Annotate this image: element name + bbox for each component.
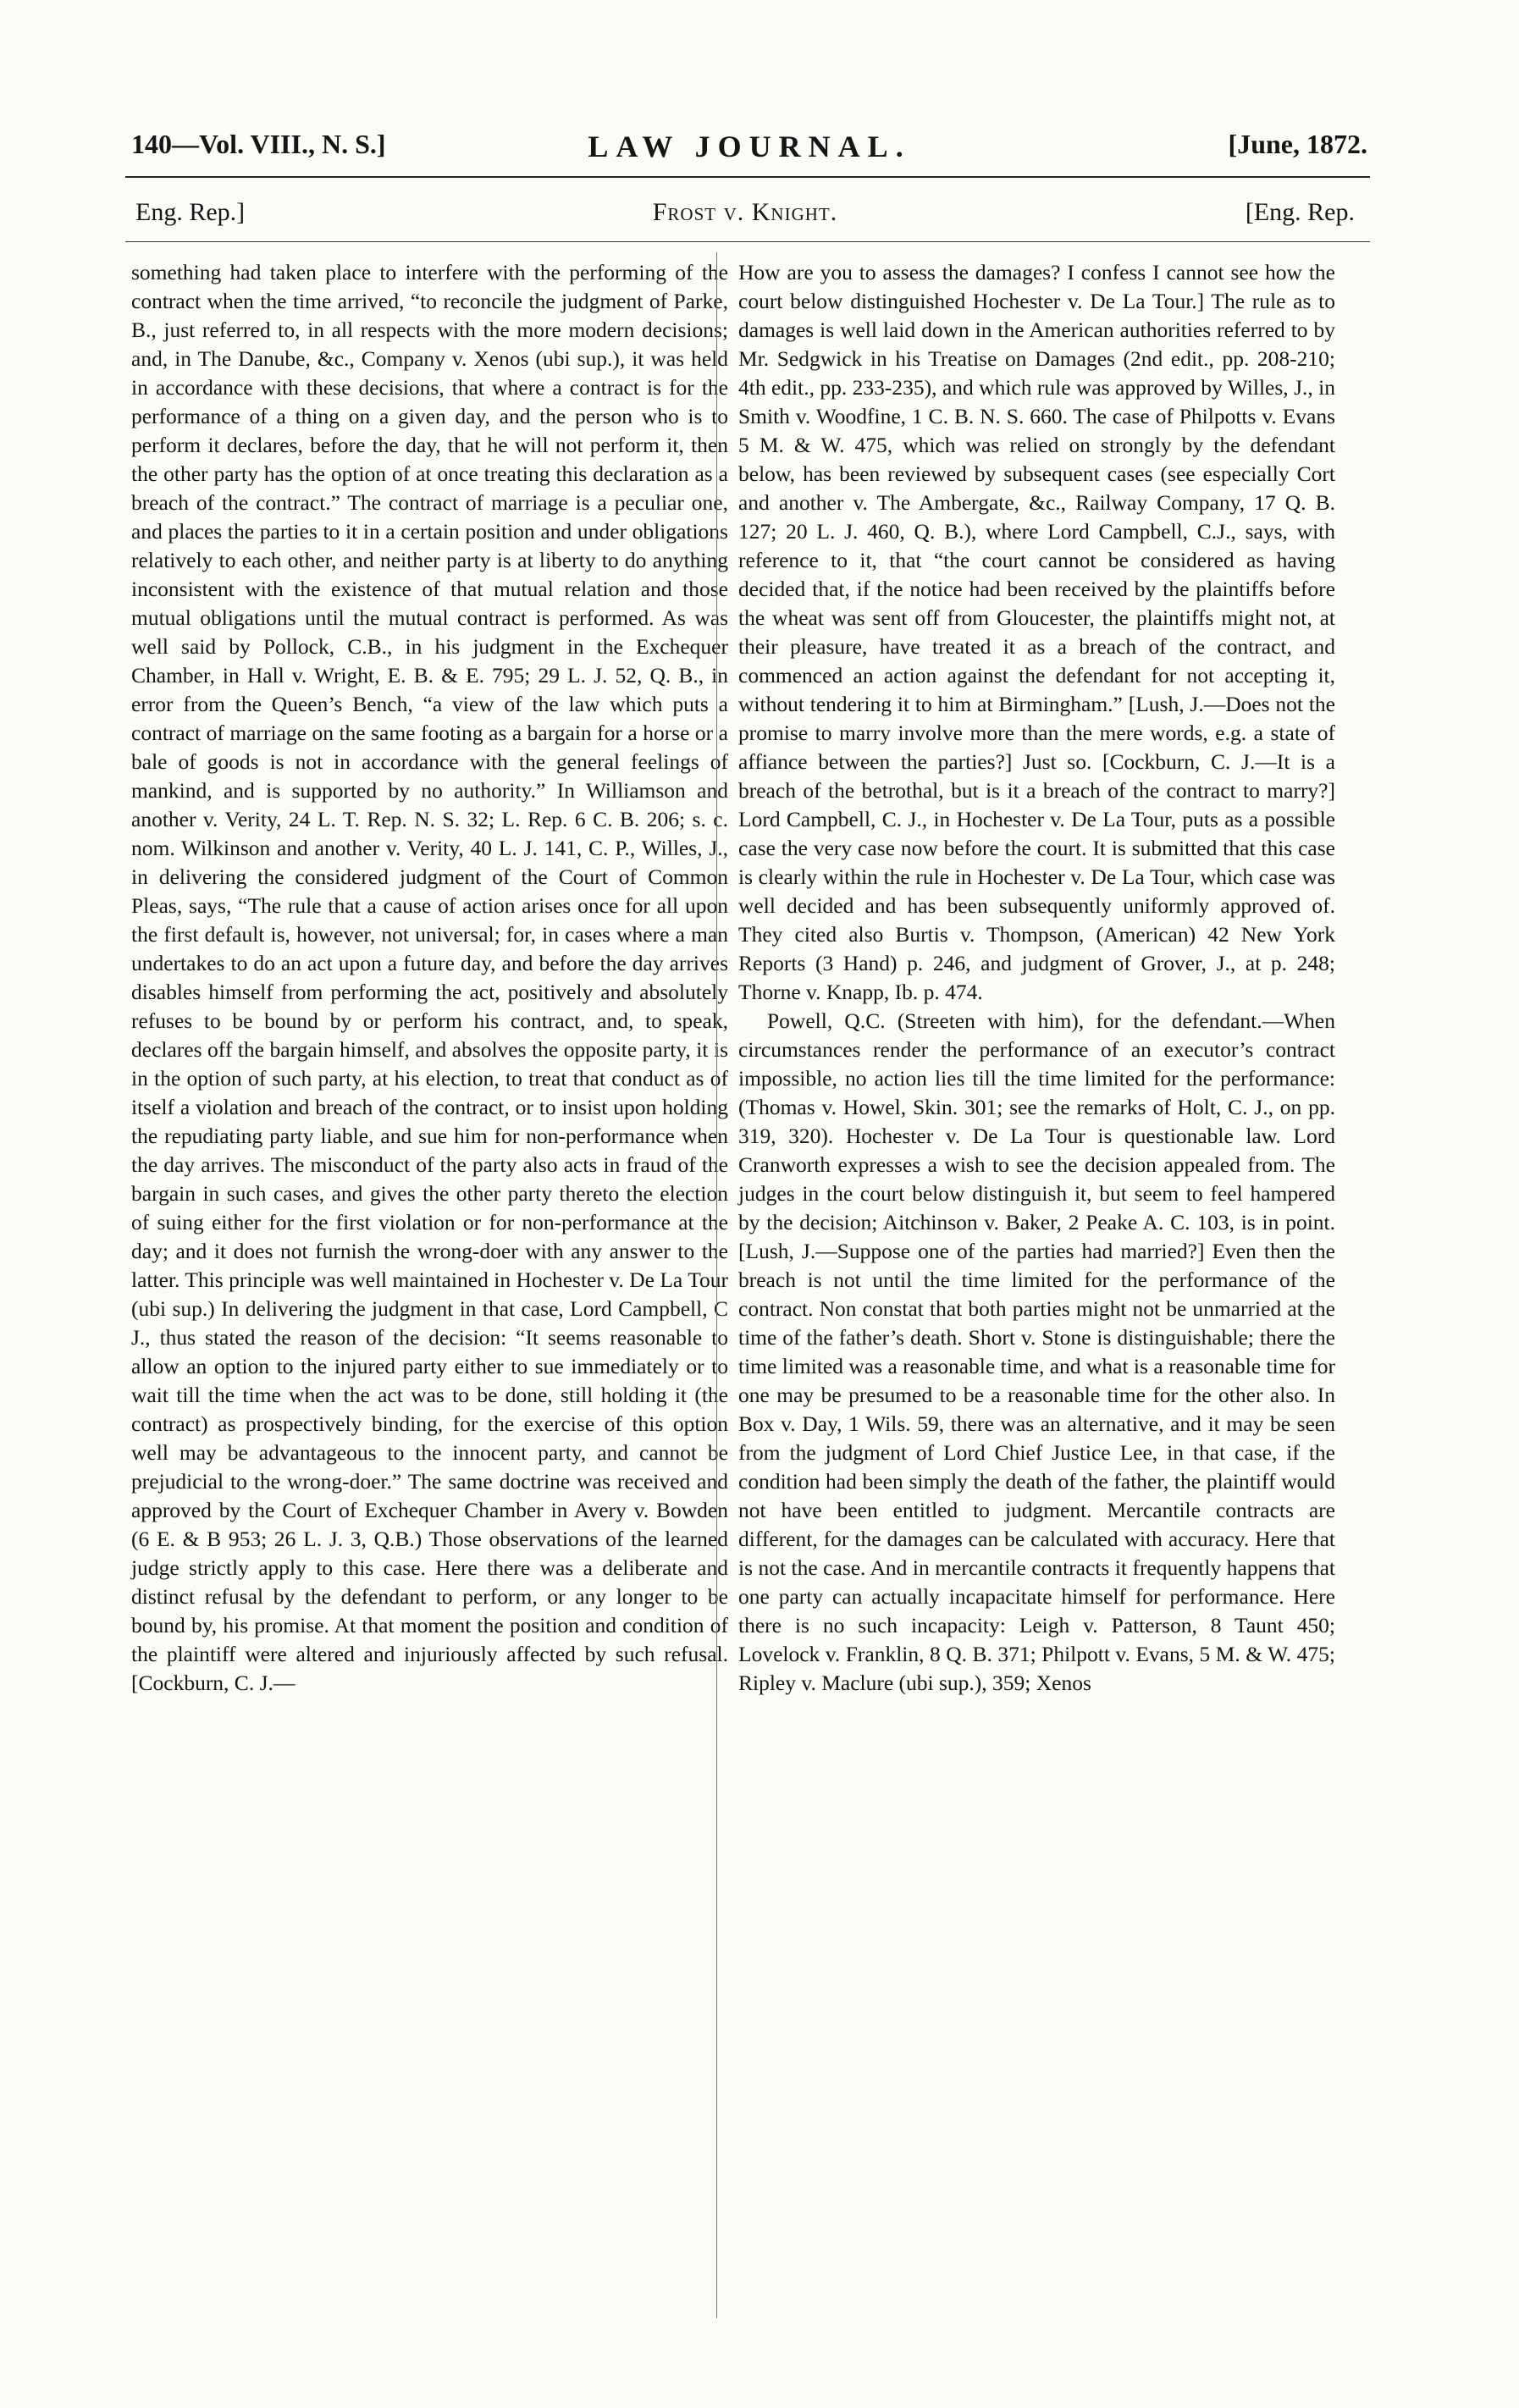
subheader-rule xyxy=(125,241,1370,242)
volume-page-number: 140—Vol. VIII., N. S.] xyxy=(131,129,386,159)
left-paragraph: something had taken place to interfere with the performing of the contract when the time arrived, “to reconcile the judgment of Parke, B., just referred to, in all respects with the more modern decisions; and, in The Danube, &c., Company v. Xenos (ubi sup.), it was held in accordance with these decisions, that where a contract is for the performance of a thing on a given day, and the person who is to perform it declares, before the day, that he will not perform it, then the other party has the option of at once treating this declaration as a breach of the contract.” The contract of marriage is a peculiar one, and places the parties to it in a certain position and under obligations relatively to each other, and neither party is at liberty to do anything inconsistent with the existence of that mutual relation and those mutual obligations until the mutual contract is performed. As was well said by Pollock, C.B., in his judgment in the Exchequer Chamber, in Hall v. Wright, E. B. & E. 795; 29 L. J. 52, Q. B., in error from the Queen’s Bench, “a view of the law which puts a contract of marriage on the same footing as a bargain for a horse or a bale of goods is not in accordance with the general feelings of mankind, and is supported by no authority.” In Williamson and another v. Verity, 24 L. T. Rep. N. S. 32; L. Rep. 6 C. B. 206; s. c. nom. Wilkinson and another v. Verity, 40 L. J. 141, C. P., Willes, J., in delivering the considered judgment of the Court of Common Pleas, says, “The rule that a cause of action arises once for all upon the first default is, however, not universal; for, in cases where a man undertakes to do an act upon a future day, and before the day arrives disables himself from performing the act, positively and absolutely refuses to be bound by or perform his contract, and, to speak, declares off the bargain himself, and absolves the opposite party, it is in the option of such party, at his election, to treat that conduct as of itself a violation and breach of the contract, or to insist upon holding the repudiating party liable, and sue him for non-performance when the day arrives. The misconduct of the party also acts in fraud of the bargain in such cases, and gives the other party thereto the election of suing either for the first violation or for non-performance at the day; and it does not furnish the wrong-doer with any answer to the latter. This principle was well maintained in Hochester v. De La Tour (ubi sup.) In delivering the judgment in that case, Lord Campbell, C J., thus stated the reason of the decision: “It seems reasonable to allow an option to the injured party either to sue immediately or to wait till the time when the act was to be done, still holding it (the contract) as prospectively binding, for the exercise of this option well may be advantageous to the innocent party, and cannot be prejudicial to the wrong-doer.” The same doctrine was received and approved by the Court of Exchequer Chamber in Avery v. Bowden (6 E. & B 953; 26 L. J. 3, Q.B.) Those observations of the learned judge strictly apply to this case. Here there was a deliberate and distinct refusal by the defendant to perform, or any longer to be bound by, his promise. At that moment the position and condition of the plaintiff were altered and injuriously affected by such refusal. [Cockburn, C. J.— xyxy=(131,260,728,1695)
running-head xyxy=(135,198,1355,235)
right-paragraph-2: Powell, Q.C. (Streeten with him), for the defendant.—When circumstances render the performance of an executor’s contract impossible, no action lies till the time limited for the performance: (Thomas v. Howel, Skin. 301; see the remarks of Holt, C. J., on pp. 319, 320). Hochester v. De La Tour is questionable law. Lord Cranworth expresses a wish to see the decision appealed from. The judges in the court below distinguish it, but seem to feel hampered by the decision; Aitchinson v. Baker, 2 Peake A. C. 103, is in point. [Lush, J.—Suppose one of the parties had married?] Even then the breach is not until the time limited for the performance of the contract. Non constat that both parties might not be unmarried at the time of the father’s death. Short v. Stone is distinguishable; there the time limited was a reasonable time, and what is a reasonable time for one may be presumed to be a reasonable time for the other also. In Box v. Day, 1 Wils. 59, there was an alternative, and it may be seen from the judgment of Lord Chief Justice Lee, in that case, if the condition had been simply the death of the father, the plaintiff would not have been entitled to judgment. Mercantile contracts are different, for the damages can be calculated with accuracy. Here that is not the case. And in mercantile contracts it frequently happens that one party can actually incapacitate himself for performance. Here there is no such incapacity: Leigh v. Patterson, 8 Taunt 450; Lovelock v. Franklin, 8 Q. B. 371; Philpott v. Evans, 5 M. & W. 475; Ripley v. Maclure (ubi sup.), 359; Xenos xyxy=(738,1008,1335,1695)
page-header xyxy=(131,129,1367,171)
right-paragraph-1: How are you to assess the damages? I confess I cannot see how the court below distinguished Hochester v. De La Tour.] The rule as to damages is well laid down in the American authorities referred to by Mr. Sedgwick in his Treatise on Damages (2nd edit., pp. 208-210; 4th edit., pp. 233-235), and which rule was approved by Willes, J., in Smith v. Woodfine, 1 C. B. N. S. 660. The case of Philpotts v. Evans 5 M. & W. 475, which was relied on strongly by the defendant below, has been reviewed by subsequent cases (see especially Cort and another v. The Ambergate, &c., Railway Company, 17 Q. B. 127; 20 L. J. 460, Q. B.), where Lord Campbell, C.J., says, with reference to it, that “the court cannot be considered as having decided that, if the notice had been received by the plaintiffs before the wheat was sent off from Gloucester, the plaintiffs might not, at their pleasure, have treated it as a breach of the contract, and commenced an action against the defendant for not accepting it, without tendering it to him at Birmingham.” [Lush, J.—Does not the promise to marry involve more than the mere words, e.g. a state of affiance between the parties?] Just so. [Cockburn, C. J.—It is a breach of the betrothal, but is it a breach of the contract to marry?] Lord Campbell, C. J., in Hochester v. De La Tour, puts as a possible case the very case now before the court. It is submitted that this case is clearly within the rule in Hochester v. De La Tour, which case was well decided and has been subsequently uniformly approved of. They cited also Burtis v. Thompson, (American) 42 New York Reports (3 Hand) p. 246, and judgment of Grover, J., at p. 248; Thorne v. Knapp, Ib. p. 474. xyxy=(738,260,1335,1004)
issue-date: [June, 1872. xyxy=(1228,129,1367,159)
section-left: Eng. Rep.] xyxy=(135,198,246,226)
section-right: [Eng. Rep. xyxy=(1245,198,1355,226)
case-title: Frost v. Knight. xyxy=(652,198,838,226)
header-rule xyxy=(125,176,1370,178)
journal-title: LAW JOURNAL. xyxy=(588,130,911,163)
left-column xyxy=(131,258,728,1698)
right-column xyxy=(738,258,1335,1698)
column-divider xyxy=(716,252,717,2318)
